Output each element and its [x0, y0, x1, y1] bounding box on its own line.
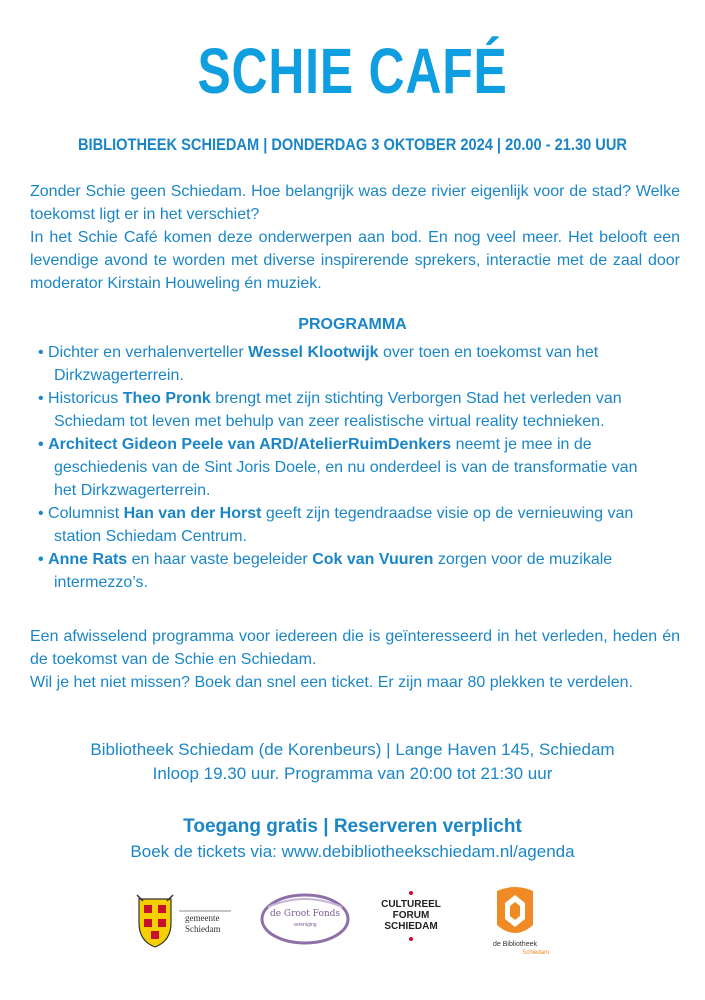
speaker-name: Han van der Horst [123, 505, 262, 522]
intro-paragraph-2: In het Schie Café komen deze onderwerpen aan bod. En nog veel meer. Het belooft een levendige avond te worden met diverse inspirerende sprekers, interactie met de zaal door moderator Kirstain Houweling én muziek. [30, 229, 680, 292]
item-text: zorgen voor de muzikale intermezzo’s. [54, 551, 613, 591]
oval-badge-icon [260, 893, 350, 945]
programma-list [38, 341, 658, 594]
item-text: Historicus [48, 390, 123, 407]
logo-text: CULTUREEL [381, 899, 441, 910]
cultureel-forum-logo [375, 885, 447, 955]
item-text: brengt met zijn stichting Verborgen Stad het verleden van Schiedam tot leven met behulp van zeer realistische virtual reality technieken. [54, 390, 622, 430]
outro-section [30, 625, 680, 694]
bib-line1: de Bibliotheek [493, 941, 537, 948]
list-item: • Anne Rats en haar vaste begeleider Cok van Vuuren zorgen voor de muzikale intermezzo’s. [38, 551, 613, 591]
forum-text [375, 899, 447, 932]
bibliotheek-icon [475, 885, 555, 941]
booking-link[interactable]: Boek de tickets via: www.debibliotheekschiedam.nl/agenda [130, 842, 575, 861]
speaker-name: Cok van Vuuren [312, 551, 434, 568]
dot-icon [409, 937, 413, 941]
intro-paragraph-1: Zonder Schie geen Schiedam. Hoe belangrijk was deze rivier eigenlijk voor de stad? Welke toekomst ligt er in het verschiet? [30, 183, 680, 223]
groot-name: de Groot Fonds [269, 909, 341, 919]
venue-address: Bibliotheek Schiedam (de Korenbeurs) | Lange Haven 145, Schiedam [90, 740, 615, 759]
intro-section [30, 180, 680, 295]
list-item: • Dichter en verhalenverteller Wessel Klootwijk over toen en toekomst van het Dirkzwagerterrein. [38, 344, 599, 384]
speaker-name: Anne Rats [48, 551, 128, 568]
logo-text: Schiedam [185, 924, 221, 934]
outro-paragraph-2: Wil je het niet missen? Boek dan snel een ticket. Er zijn maar 80 plekken te verdelen. [30, 674, 633, 691]
page-title: SCHIE CAFÉ [197, 35, 508, 107]
groot-sub: vereniging [293, 922, 317, 928]
programma-heading: PROGRAMMA [298, 316, 407, 333]
item-text: Columnist [48, 505, 124, 522]
bibliotheek-logo [475, 885, 555, 961]
speaker-name: Architect Gideon Peele van ARD/AtelierRuimDenkers [48, 436, 452, 453]
logo-text: SCHIEDAM [384, 921, 438, 932]
item-text: Dichter en verhalenverteller [48, 344, 249, 361]
venue-info [0, 738, 705, 786]
item-text: geeft zijn tegendraadse visie op de vernieuwing van station Schiedam Centrum. [54, 505, 634, 545]
list-item: • Historicus Theo Pronk brengt met zijn stichting Verborgen Stad het verleden van Schiedam tot leven met behulp van zeer realistische virtual reality technieken. [38, 390, 622, 430]
list-item: • Columnist Han van der Horst geeft zijn tegendraadse visie op de vernieuwing van station Schiedam Centrum. [38, 505, 634, 545]
item-text: over toen en toekomst van het Dirkzwagerterrein. [54, 344, 599, 384]
item-text: en haar vaste begeleider [127, 551, 313, 568]
gemeente-text [185, 913, 221, 935]
sponsor-logos [0, 885, 705, 965]
gemeente-schiedam-logo [135, 893, 235, 951]
item-text: neemt je mee in de geschiedenis van de Sint Joris Doele, en nu onderdeel is van de transformatie van het Dirkzwagerterrein. [54, 436, 638, 499]
logo-text: FORUM [392, 910, 430, 921]
event-subtitle: BIBLIOTHEEK SCHIEDAM | DONDERDAG 3 OKTOBER 2024 | 20.00 - 21.30 UUR [77, 135, 627, 154]
speaker-name: Wessel Klootwijk [248, 344, 379, 361]
speaker-name: Theo Pronk [122, 390, 211, 407]
list-item: • Architect Gideon Peele van ARD/AtelierRuimDenkers neemt je mee in de geschiedenis van de Sint Joris Doele, en nu onderdeel is van de transformatie van het Dirkzwagerterrein. [38, 436, 638, 499]
venue-times: Inloop 19.30 uur. Programma van 20:00 tot 21:30 uur [152, 764, 553, 783]
access-headline: Toegang gratis | Reserveren verplicht [183, 816, 522, 837]
bib-line2: Schiedam [522, 950, 549, 956]
logo-text: gemeente [185, 913, 220, 923]
de-groot-fonds-logo [260, 893, 370, 945]
outro-paragraph-1: Een afwisselend programma voor iedereen die is geïnteresseerd in het verleden, heden én de toekomst van de Schie en Schiedam. [30, 628, 680, 668]
dot-icon [409, 891, 413, 895]
